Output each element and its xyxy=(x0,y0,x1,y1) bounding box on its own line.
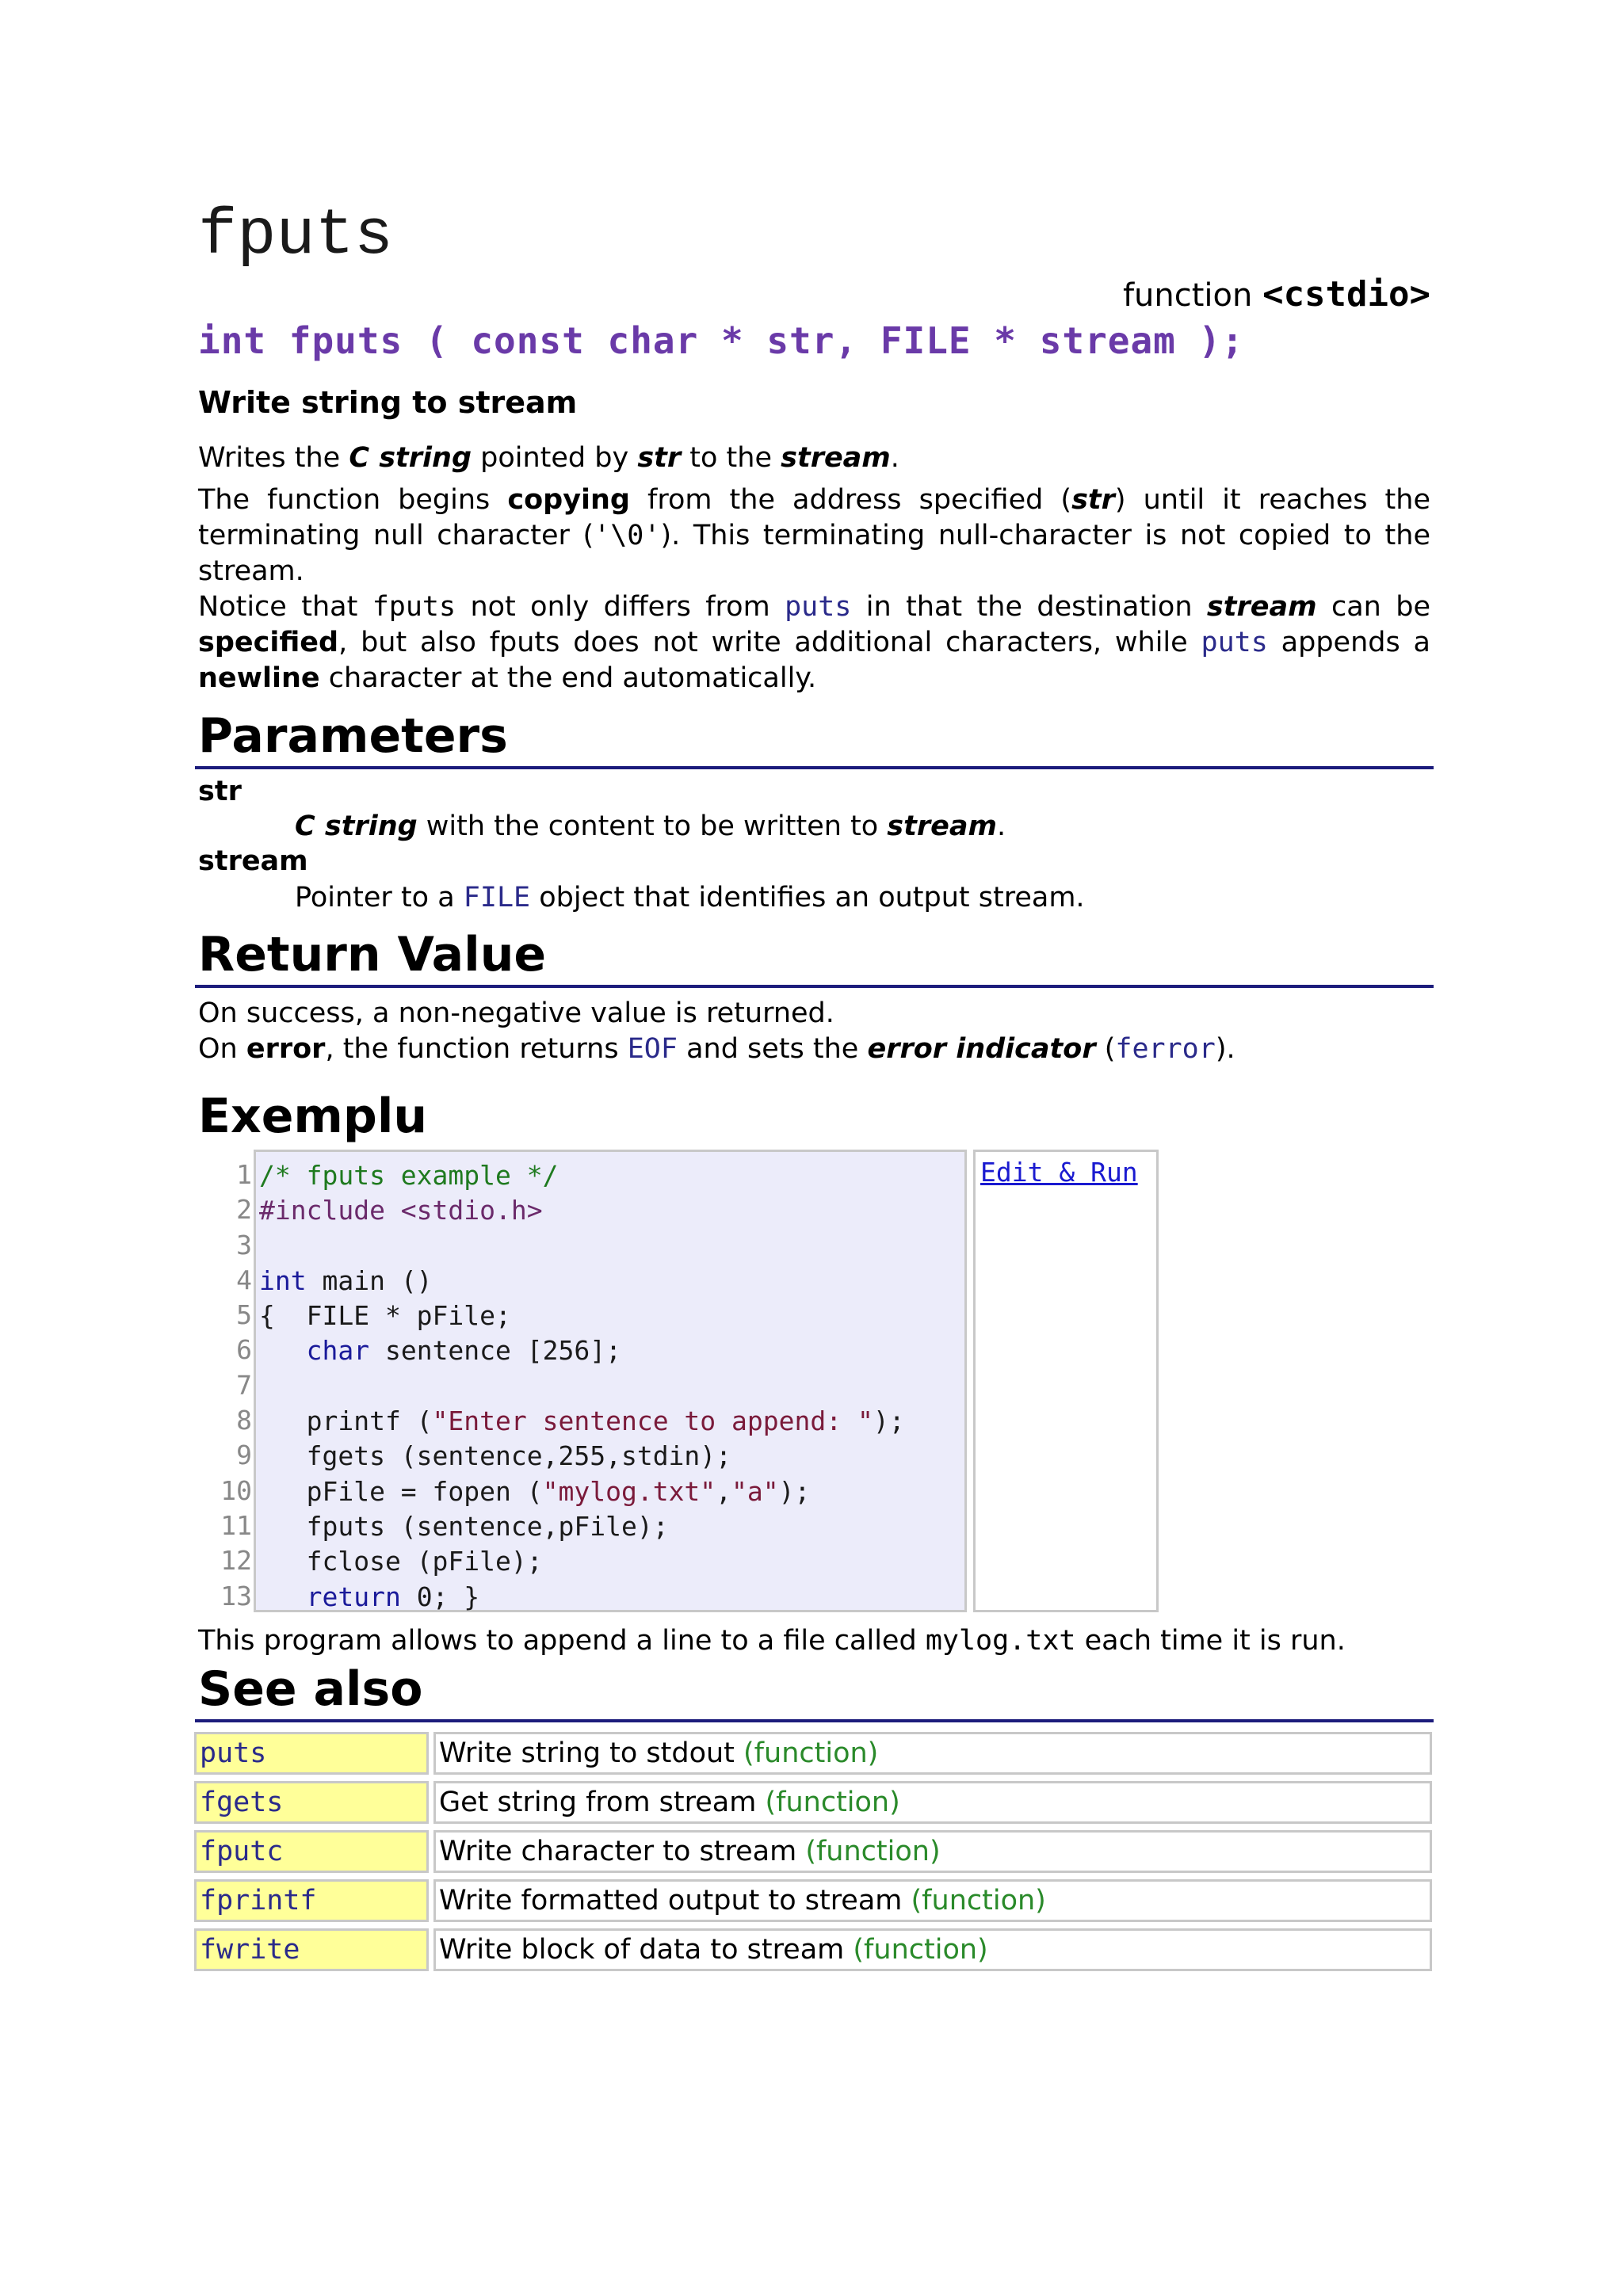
code-null-char: '\0' xyxy=(594,520,661,551)
link-eof[interactable]: EOF xyxy=(627,1033,678,1065)
line-number: 6 xyxy=(236,1334,252,1366)
text-run: and sets the xyxy=(677,1033,868,1065)
line-number: 3 xyxy=(236,1229,252,1261)
see-also-row xyxy=(194,1732,1432,1775)
text-run: On xyxy=(198,1033,246,1065)
page-title: fputs xyxy=(198,199,394,273)
term-error-indicator: error indicator xyxy=(867,1033,1096,1065)
text-run: ( xyxy=(1095,1033,1116,1065)
code-line xyxy=(259,1404,964,1439)
code-filename: mylog.txt xyxy=(925,1625,1076,1657)
example-block xyxy=(198,1150,1430,1617)
code-listing xyxy=(254,1150,967,1612)
description-paragraph-1 xyxy=(198,441,1430,476)
code-text xyxy=(259,1581,307,1612)
link-puts[interactable]: puts xyxy=(785,591,852,623)
text-run: Write formatted output to stream xyxy=(439,1885,903,1917)
code-keyword: return xyxy=(306,1581,401,1612)
line-number: 8 xyxy=(236,1405,252,1436)
line-number: 4 xyxy=(236,1264,252,1295)
code-string: "mylog.txt" xyxy=(542,1475,716,1507)
line-number: 12 xyxy=(220,1545,252,1577)
text-run: not only differs from xyxy=(456,591,785,623)
code-keyword: char xyxy=(306,1335,370,1367)
see-also-desc xyxy=(433,1928,1432,1971)
term-stream: stream xyxy=(781,442,891,474)
text-run: object that identifies an output stream. xyxy=(530,882,1085,913)
see-also-link[interactable]: fputc xyxy=(194,1830,429,1873)
code-line: { FILE * pFile; xyxy=(259,1300,511,1332)
text-run: Get string from stream xyxy=(439,1787,757,1818)
term-str: str xyxy=(1071,484,1115,516)
text-run: Write block of data to stream xyxy=(439,1934,845,1966)
text-run: , the function returns xyxy=(325,1033,628,1065)
term-str: str xyxy=(637,442,682,474)
text-run: to the xyxy=(681,442,781,474)
code-text: printf ( xyxy=(259,1405,433,1437)
link-puts[interactable]: puts xyxy=(1201,627,1268,658)
entity-kind xyxy=(198,274,1430,315)
text-run: Writes the xyxy=(198,442,349,474)
code-text: main () xyxy=(306,1264,433,1296)
code-line xyxy=(259,1229,964,1264)
code-fputs: fputs xyxy=(372,591,456,623)
term-specified: specified xyxy=(198,627,339,658)
code-text: ); xyxy=(873,1405,905,1437)
library-header: <cstdio> xyxy=(1262,274,1430,315)
code-line xyxy=(259,1474,964,1509)
line-numbers xyxy=(198,1150,252,1614)
return-line-1: On success, a non-negative value is returned. xyxy=(198,997,834,1029)
see-also-link[interactable]: fgets xyxy=(194,1781,429,1824)
line-number: 9 xyxy=(236,1440,252,1471)
entity-type: (function) xyxy=(853,1934,988,1966)
see-also-desc xyxy=(433,1830,1432,1873)
link-file-type[interactable]: FILE xyxy=(463,882,531,913)
see-also-row xyxy=(194,1830,1432,1873)
text-run: This program allows to append a line to a file called xyxy=(198,1625,926,1657)
see-also-link[interactable]: fwrite xyxy=(194,1928,429,1971)
line-number: 11 xyxy=(220,1509,252,1541)
text-run: . xyxy=(996,810,1006,842)
code-line: fputs (sentence,pFile); xyxy=(259,1510,669,1542)
line-number: 1 xyxy=(236,1159,252,1190)
link-ferror[interactable]: ferror xyxy=(1115,1033,1216,1065)
see-also-link[interactable]: fprintf xyxy=(194,1879,429,1922)
param-desc-stream xyxy=(198,880,1430,915)
term-stream: stream xyxy=(887,810,997,842)
line-number: 7 xyxy=(236,1369,252,1401)
code-line: /* fputs example */ xyxy=(259,1160,559,1191)
code-line: fclose (pFile); xyxy=(259,1546,543,1577)
return-value-heading: Return Value xyxy=(195,926,1434,988)
param-name-stream: stream xyxy=(198,845,308,877)
text-run: ). This terminating null-character is not copied to the stream. xyxy=(198,520,1430,587)
text-run: appends a xyxy=(1267,627,1431,658)
text-run: . xyxy=(890,442,899,474)
term-newline: newline xyxy=(198,662,320,694)
code-text: sentence [256]; xyxy=(369,1335,621,1367)
see-also-desc xyxy=(433,1732,1432,1775)
example-heading: Exemplu xyxy=(198,1089,428,1144)
entity-type: (function) xyxy=(765,1787,900,1818)
see-also-heading: See also xyxy=(195,1661,1434,1722)
line-number: 10 xyxy=(220,1474,252,1506)
code-line: #include <stdio.h> xyxy=(259,1195,543,1226)
code-string: "Enter sentence to append: " xyxy=(432,1405,873,1437)
text-run: ) until it reaches the terminating null character ( xyxy=(198,484,1430,551)
text-run: Write character to stream xyxy=(439,1836,797,1867)
param-name-str: str xyxy=(198,776,242,807)
see-also-row xyxy=(194,1928,1432,1971)
text-run: each time it is run. xyxy=(1075,1625,1346,1657)
term-stream: stream xyxy=(1206,591,1317,623)
param-desc-str xyxy=(198,809,1430,844)
see-also-desc xyxy=(433,1879,1432,1922)
text-run: pointed by xyxy=(472,442,638,474)
text-run: from the address specified ( xyxy=(629,484,1072,516)
description-paragraph-3 xyxy=(198,589,1430,696)
code-line xyxy=(259,1369,964,1404)
term-c-string: C string xyxy=(349,442,472,474)
text-run: The function begins xyxy=(198,484,508,516)
run-panel xyxy=(973,1150,1159,1612)
see-also-table xyxy=(194,1726,1432,1978)
code-text: ); xyxy=(778,1475,811,1507)
reference-entry xyxy=(198,198,1430,1978)
example-note xyxy=(198,1623,1430,1659)
parameters-heading: Parameters xyxy=(195,707,1434,769)
see-also-link[interactable]: puts xyxy=(194,1732,429,1775)
code-text: 0; } xyxy=(400,1581,480,1612)
parameters-list xyxy=(198,774,1430,915)
code-text: , xyxy=(716,1475,732,1507)
kind-label: function xyxy=(1122,277,1253,314)
term-c-string: C string xyxy=(295,810,418,842)
term-copying: copying xyxy=(507,484,630,516)
line-number: 13 xyxy=(220,1580,252,1611)
code-line xyxy=(259,1333,964,1368)
code-line: fgets (sentence,255,stdin); xyxy=(259,1440,732,1472)
text-run: Notice that xyxy=(198,591,372,623)
return-line-2 xyxy=(198,1032,1430,1067)
code-text xyxy=(259,1335,307,1366)
text-run: with the content to be written to xyxy=(417,810,888,842)
line-number: 2 xyxy=(236,1194,252,1226)
description-paragraph-2 xyxy=(198,482,1430,589)
line-number: 5 xyxy=(236,1299,252,1331)
text-run: in that the destination xyxy=(851,591,1207,623)
text-run: ). xyxy=(1215,1033,1235,1065)
see-also-row xyxy=(194,1879,1432,1922)
code-line xyxy=(259,1264,964,1299)
code-text: pFile = fopen ( xyxy=(259,1475,543,1507)
entity-type: (function) xyxy=(805,1836,941,1867)
see-also-desc xyxy=(433,1781,1432,1824)
text-run: , but also fputs does not write additional characters, while xyxy=(338,627,1201,658)
code-line xyxy=(259,1580,964,1615)
term-error: error xyxy=(246,1033,326,1065)
text-run: Write string to stdout xyxy=(439,1737,735,1769)
edit-run-link[interactable]: Edit & Run xyxy=(980,1157,1138,1188)
text-run: can be xyxy=(1316,591,1430,623)
entity-type: (function) xyxy=(911,1885,1046,1917)
code-string: "a" xyxy=(731,1475,779,1507)
text-run: Pointer to a xyxy=(295,882,464,913)
text-run: character at the end automatically. xyxy=(319,662,817,694)
summary-heading: Write string to stream xyxy=(198,385,578,420)
see-also-row xyxy=(194,1781,1432,1824)
entity-type: (function) xyxy=(743,1737,879,1769)
code-keyword: int xyxy=(259,1264,307,1296)
function-prototype: int fputs ( const char * str, FILE * stream ); xyxy=(198,319,1244,362)
